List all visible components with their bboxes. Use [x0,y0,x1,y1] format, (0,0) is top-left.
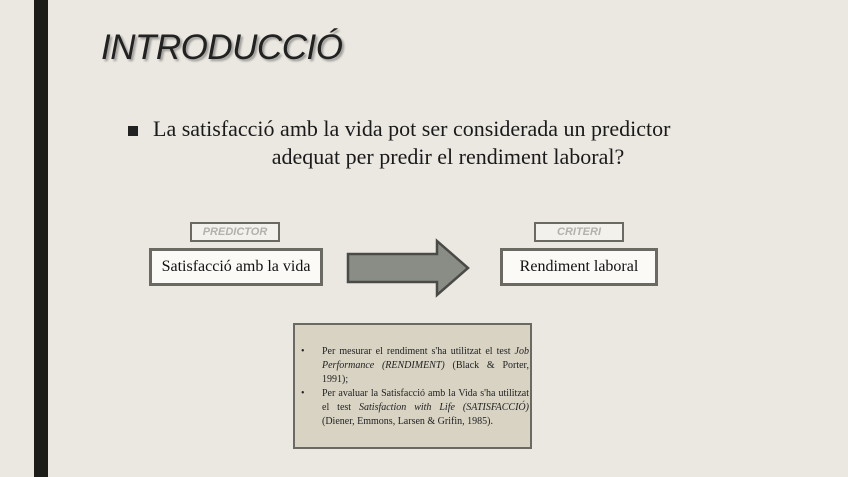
right-arrow-icon [345,238,473,298]
note-item-satisfaction: • Per avaluar la Satisfacció amb la Vida s'ha utilitzat el test Satisfaction with Life (SATISFACCIÓ) (Diener, Emmons, Larsen & Grifin, 1985). [301,388,529,427]
question-line-2: adequat per predir el rendiment laboral? [271,144,625,169]
bullet-icon: • [301,346,305,357]
slide-title: INTRODUCCIÓ [101,28,343,67]
question-line-1: La satisfacció amb la vida pot ser considerada un predictor [153,116,671,141]
square-bullet-icon [128,126,138,136]
methodology-note [293,323,532,449]
criteri-tag: CRITERI [534,222,624,242]
predictor-tag: PREDICTOR [190,222,280,242]
note-item-job-performance: • Per mesurar el rendiment s'ha utilitzat el test Job Performance (RENDIMENT) (Black & Porter, 1991); [301,346,529,385]
predictor-box: Satisfacció amb la vida [149,248,323,286]
criteri-box: Rendiment laboral [500,248,658,286]
accent-bar [34,0,48,477]
bullet-icon: • [301,388,305,399]
